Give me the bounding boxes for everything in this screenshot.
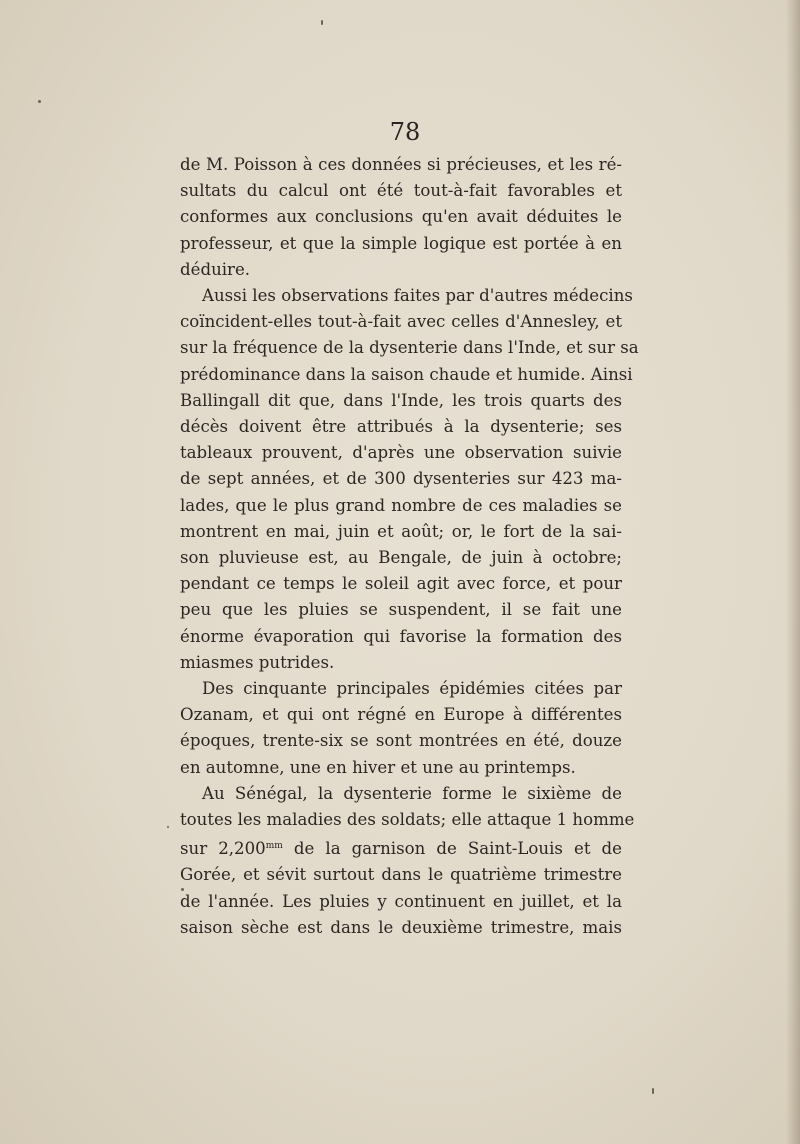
page-edge-shadow	[786, 0, 800, 1144]
text-line: professeur, et que la simple logique est portée à en	[180, 233, 622, 253]
paper-speck	[167, 826, 169, 828]
text-line: de l'année. Les pluies y continuent en juillet, et la	[180, 891, 622, 911]
text-line: saison sèche est dans le deuxième trimestre, mais	[180, 917, 622, 937]
text-line: peu que les pluies se suspendent, il se fait une	[180, 600, 622, 620]
text-line: coïncident-elles tout-à-fait avec celles d'Annesley, et	[180, 312, 622, 332]
text-line: en automne, une en hiver et une au printemps.	[180, 757, 576, 777]
text-lines-group	[180, 152, 639, 833]
page-number: 78	[389, 118, 421, 146]
text-line: époques, trente-six se sont montrées en été, douze	[180, 731, 622, 751]
text-line: prédominance dans la saison chaude et humide. Ainsi	[180, 364, 633, 384]
text-line: déduire.	[180, 259, 251, 279]
text-line: Ozanam, et qui ont régné en Europe à différentes	[180, 705, 622, 725]
text-line: énorme évaporation qui favorise la formation des	[180, 626, 622, 646]
text-line: montrent en mai, juin et août; or, le fort de la sai-	[180, 521, 622, 541]
text-line: toutes les maladies des soldats; elle attaque 1 homme	[180, 810, 635, 830]
superscript-mm: mm	[265, 841, 283, 852]
text-line: Des cinquante principales épidémies citées par	[202, 679, 622, 699]
text-line: Ballingall dit que, dans l'Inde, les trois quarts des	[180, 390, 622, 410]
body-text	[180, 152, 639, 941]
paper-speck	[181, 888, 184, 891]
text-line: décès doivent être attribués à la dysenterie; ses	[180, 417, 622, 437]
text-line: conformes aux conclusions qu'en avait déduites le	[180, 207, 622, 227]
text-line: Au Sénégal, la dysenterie forme le sixième de	[202, 783, 622, 803]
paper-speck	[38, 100, 41, 103]
text-line: de M. Poisson à ces données si précieuses, et les ré-	[180, 155, 622, 174]
text-line: son pluvieuse est, au Bengale, de juin à octobre;	[180, 548, 622, 568]
text-line: sultats du calcul ont été tout-à-fait favorables et	[180, 181, 622, 201]
text-line: lades, que le plus grand nombre de ces maladies se	[180, 495, 622, 515]
text-line: sur la fréquence de la dysenterie dans l'Inde, et sur sa	[180, 338, 639, 358]
paper-speck	[321, 20, 323, 25]
text-line: tableaux prouvent, d'après une observation suivie	[180, 443, 622, 463]
paper-speck	[652, 1088, 654, 1094]
text-line: de sept années, et de 300 dysenteries sur 423 ma-	[180, 469, 622, 489]
sup-line-after: de la garnison de Saint-Louis et de	[282, 839, 622, 859]
text-line: miasmes putrides.	[180, 652, 335, 672]
text-line-superscript	[180, 833, 622, 862]
text-line: Gorée, et sévit surtout dans le quatrième trimestre	[180, 865, 622, 885]
text-line: pendant ce temps le soleil agit avec force, et pour	[180, 574, 622, 594]
text-line: Aussi les observations faites par d'autres médecins	[202, 286, 633, 306]
text-lines-group-end	[180, 862, 622, 941]
sup-line-before: sur 2,200	[180, 839, 266, 859]
